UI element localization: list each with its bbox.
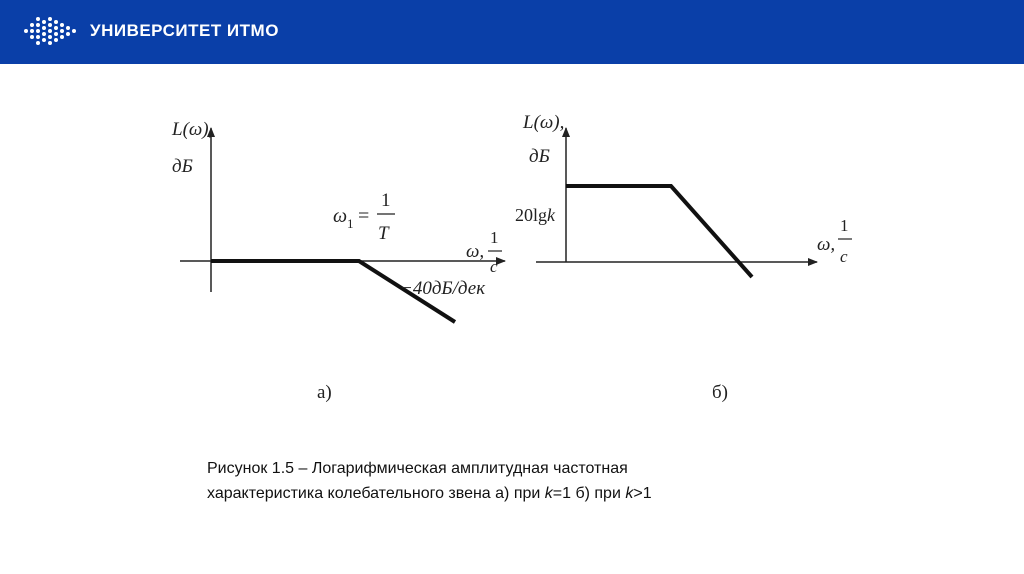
diagram-a-x-unit-numerator: 1 (490, 228, 499, 247)
caption-line-1: Рисунок 1.5 – Логарифмическая амплитудная частотная (207, 460, 628, 477)
itmo-dots-logo-icon (22, 14, 82, 48)
diagram-a-omega1-equals: = (358, 205, 370, 227)
brand-title: УНИВЕРСИТЕТ ИТМО (90, 21, 279, 40)
header-bar (0, 0, 1024, 64)
diagram-a-x-unit-denominator: c (490, 257, 498, 276)
diagram-a-y-label: L(ω), (172, 119, 214, 140)
diagram-b (515, 112, 852, 403)
diagram-b-x-unit-numerator: 1 (840, 216, 849, 235)
diagram-a (171, 119, 505, 403)
diagram-a-y-unit: дБ (172, 156, 193, 177)
caption-line-2: характеристика колебательного звена а) при k=1 б) при k>1 (207, 485, 652, 502)
diagram-b-x-unit-denominator: c (840, 247, 848, 266)
diagram-b-y-unit: дБ (529, 146, 550, 167)
figure-caption (207, 456, 827, 506)
diagram-a-x-label: ω, (466, 241, 485, 262)
diagram-b-panel-label: б) (712, 382, 728, 403)
lafc-diagrams (0, 64, 1024, 444)
diagram-a-omega1-subscript: 1 (347, 216, 354, 231)
diagram-b-y-label: L(ω), (523, 112, 565, 133)
diagram-a-omega1-numerator: 1 (381, 190, 391, 211)
diagram-b-response-curve (566, 186, 752, 277)
diagram-b-level-label: 20lgk (515, 205, 556, 225)
diagram-a-omega1-denominator: T (378, 223, 389, 244)
diagram-a-omega1-symbol: ω (333, 205, 348, 227)
diagram-b-x-label: ω, (817, 234, 836, 255)
diagram-a-panel-label: а) (317, 382, 332, 403)
diagram-a-slope-label: −40дБ/дек (400, 278, 486, 299)
